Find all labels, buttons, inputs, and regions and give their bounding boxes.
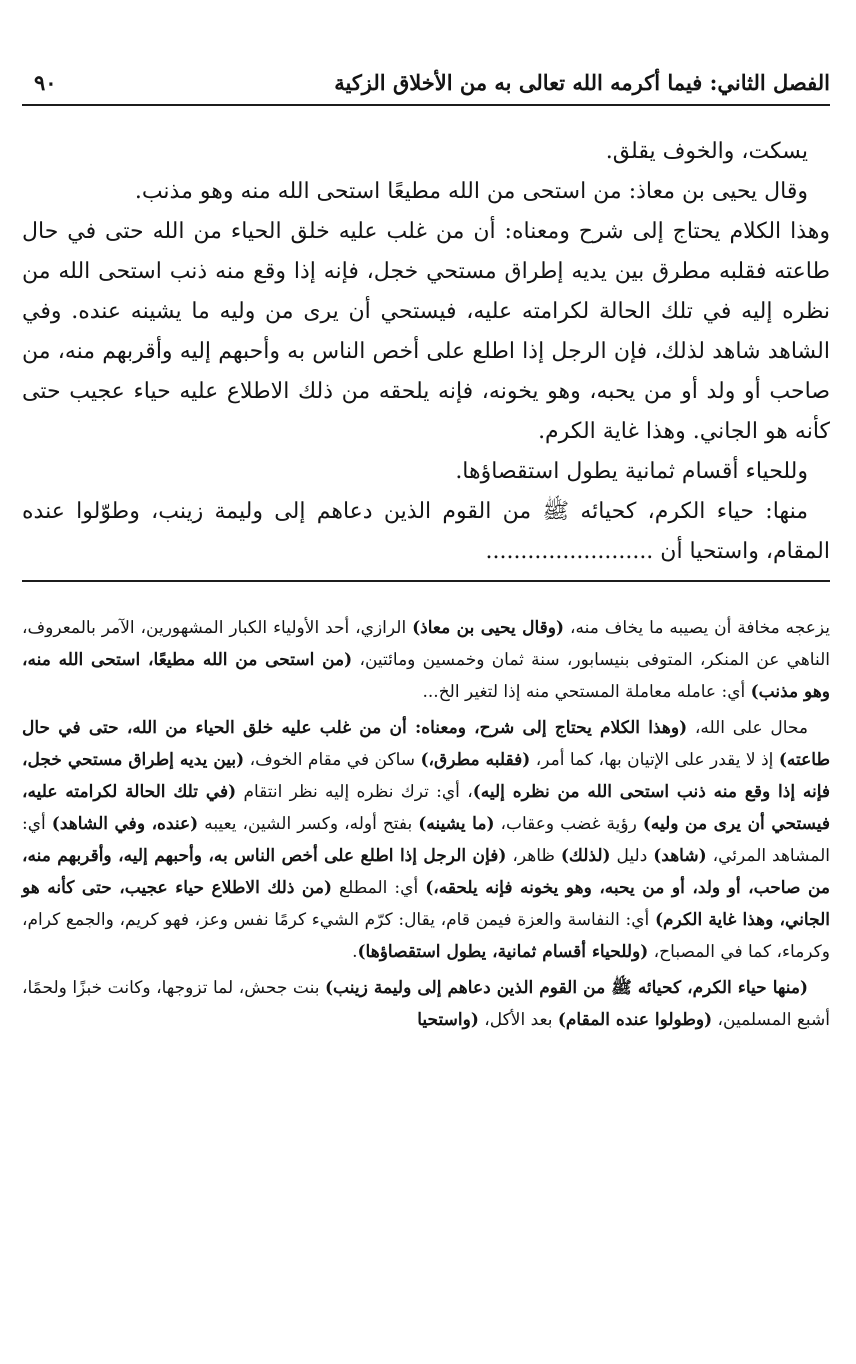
- main-paragraph: وللحياء أقسام ثمانية يطول استقصاؤها.: [455, 459, 808, 484]
- quoted-text: (لذلك): [560, 846, 611, 866]
- quoted-text: (وهذا الكلام يحتاج إلى شرح، ومعناه: أن من غلب عليه خلق الحياء من الله، حتى في حال طاعته): [22, 718, 830, 770]
- quoted-text: (منها حياء الكرم، كحيائه ﷺ من القوم الذين دعاهم إلى وليمة زينب): [325, 978, 808, 998]
- main-paragraph: وهذا الكلام يحتاج إلى شرح ومعناه: أن من غلب عليه خلق الحياء من الله حتى في حال طاعته فقلبه مطرق بين يديه إطراق مستحي خجل، فإنه إذا وقع منه ذنب استحى الله من نظره إليه في تلك الحالة لكرامته عليه، فيستحي أن يرى من وليه ما يشينه عنده. وفي الشاهد شاهد لذلك، فإن الرجل إذا اطلع على أخص الناس به وأحبهم إليه وأقربهم منه، من صاحب أو ولد أو من يحبه، وهو يخونه، فإنه يلحقه من ذلك الاطلاع عليه حياء عجيب حتى كأنه هو الجاني. وهذا غاية الكرم.: [22, 219, 830, 444]
- commentary-span: بفتح أوله، وكسر الشين، يعيبه: [198, 814, 419, 834]
- quoted-text: (بين يديه إطراق مستحي خجل، فإنه إذا وقع منه ذنب استحى الله من نظره إليه): [22, 750, 831, 802]
- commentary-paragraph: [22, 712, 830, 968]
- quoted-text: (واستحيا: [417, 1010, 479, 1030]
- quoted-text: (فقلبه مطرق،): [420, 750, 531, 770]
- commentary-paragraph: [22, 612, 830, 708]
- main-paragraph: يسكت، والخوف يقلق.: [605, 139, 808, 164]
- commentary-text: [22, 612, 830, 1036]
- main-paragraph: وقال يحيى بن معاذ: من استحى من الله مطيعًا استحى الله منه وهو مذنب.: [134, 179, 808, 204]
- page-number: ٩٠: [34, 70, 57, 95]
- commentary-span: أي: المشاهد المرئي،: [22, 814, 831, 866]
- commentary-span: الرازي، أحد الأولياء الكبار المشهورين، الآمر بالمعروف، الناهي عن المنكر، المتوفى بنيسابور، سنة ثمان وخمسين ومائتين،: [22, 618, 830, 670]
- quoted-text: (ما يشينه): [418, 814, 495, 834]
- commentary-span: رؤية غضب وعقاب،: [494, 814, 643, 834]
- commentary-span: أي: النفاسة والعزة فيمن قام، يقال: كرّم الشيء كرمًا نفس وعز، فهو كريم، والجمع كرام، وكرماء، كما في المصباح،: [22, 910, 830, 962]
- quoted-text: (وللحياء أقسام ثمانية، يطول استقصاؤها): [357, 942, 649, 962]
- quoted-text: (وقال يحيى بن معاذ): [412, 618, 565, 638]
- quoted-text: (فإن الرجل إذا اطلع على أخص الناس به، وأحبهم إليه، وأقربهم منه، من صاحب، أو ولد، أو من يحبه، وهو يخونه فإنه يلحقه،): [22, 846, 830, 898]
- commentary-span: بعد الأكل،: [478, 1010, 558, 1030]
- commentary-span: ساكن في مقام الخوف،: [244, 750, 421, 770]
- quoted-text: (من استحى من الله مطيعًا، استحى الله منه، وهو مذنب): [22, 650, 830, 702]
- book-page: [22, 56, 830, 1346]
- commentary-paragraph: [22, 972, 830, 1036]
- main-paragraph: منها: حياء الكرم، كحيائه ﷺ من القوم الذين دعاهم إلى وليمة زينب، وطوّلوا عنده المقام، واستحيا أن ........................: [22, 499, 830, 564]
- quoted-text: (وطولوا عنده المقام): [557, 1010, 713, 1030]
- footnote-divider: [22, 580, 830, 582]
- commentary-span: ، أي: ترك نظره إليه نظر انتقام: [236, 782, 473, 802]
- quoted-text: (شاهد): [653, 846, 707, 866]
- commentary-span: أي: المطلع: [332, 878, 426, 898]
- commentary-span: محال على الله،: [687, 718, 808, 738]
- main-text: [22, 132, 830, 572]
- commentary-span: .: [352, 942, 358, 962]
- commentary-span: إذ لا يقدر على الإتيان بها، كما أمر،: [530, 750, 779, 770]
- commentary-span: يزعجه مخافة أن يصيبه ما يخاف منه،: [564, 618, 830, 638]
- commentary-span: أي: عامله معاملة المستحي منه إذا لتغير الخ...: [422, 682, 751, 702]
- quoted-text: (من ذلك الاطلاع حياء عجيب، حتى كأنه هو الجاني، وهذا غاية الكرم): [22, 878, 830, 930]
- commentary-span: ظاهر،: [506, 846, 561, 866]
- quoted-text: (عنده، وفي الشاهد): [51, 814, 199, 834]
- page-header: [22, 56, 830, 106]
- commentary-span: بنت جحش، لما تزوجها، وكانت خبزًا ولحمًا، أشبع المسلمين،: [22, 978, 830, 1030]
- commentary-span: دليل: [610, 846, 654, 866]
- quoted-text: (في تلك الحالة لكرامته عليه، فيستحي أن يرى من وليه): [22, 782, 831, 834]
- running-title: الفصل الثاني: فيما أكرمه الله تعالى به من الأخلاق الزكية: [334, 70, 830, 95]
